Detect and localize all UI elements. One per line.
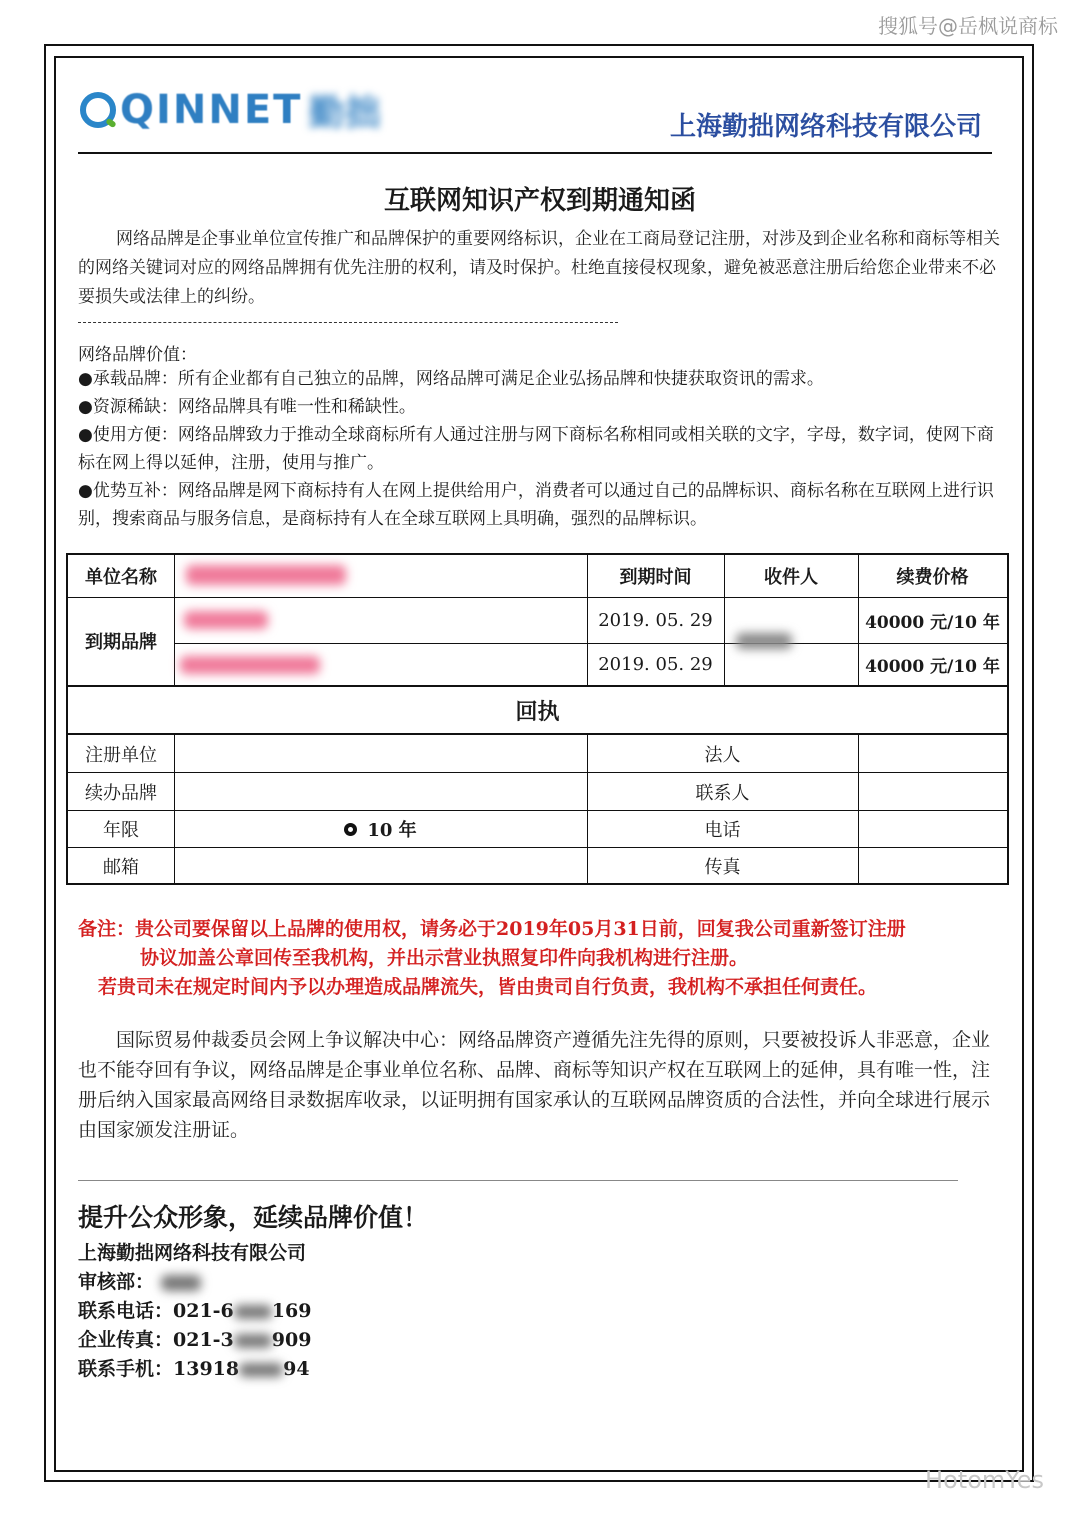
receipt-label-legal-person: 法人 [704,744,741,766]
term-value: 10 年 [367,820,417,841]
unit-name-label: 单位名称 [85,567,157,588]
redacted-brand-1 [184,611,268,629]
redacted-fax-digits [234,1334,272,1348]
phone-label: 联系电话： [78,1300,174,1322]
table-rule [174,733,175,883]
contact-fax [78,1325,311,1352]
redacted-auditor [161,1275,201,1291]
table-rule [68,733,1007,735]
receipt-label-contact: 联系人 [695,782,750,804]
receipt-label-term: 年限 [103,820,139,841]
mobile-label: 联系手机： [78,1358,174,1380]
contact-company-name: 上海勤拙网络科技有限公司 [78,1242,307,1264]
receipt-label-email: 邮箱 [103,856,139,878]
value-item: ●资源稀缺：网络品牌具有唯一性和稀缺性。 [78,397,416,417]
audit-label: 审核部： [78,1271,155,1293]
remark-line: 备注：贵公司要保留以上品牌的使用权，请务必于2019年05月31日前，回复我公司重新签订注册 [78,918,906,940]
recipient-label: 收件人 [764,567,818,588]
mobile-suffix: 94 [283,1358,310,1380]
arbitration-paragraph: 国际贸易仲裁委员会网上争议解决中心：网络品牌资产遵循先注先得的原则，只要被投诉人非恶意，企业也不能夺回有争议，网络品牌是企事业单位名称、品牌、商标等知识产权在互联网上的延伸，具有唯一性，注册后纳入国家最高网络目录数据库收录，以证明拥有国家承认的互联网品牌资质的合法性，并向全球进行展示由国家颁发注册证。 [78,1029,991,1141]
table-rule [174,555,175,685]
fax-label: 企业传真： [78,1329,174,1351]
table-rule [68,847,1007,848]
term-option[interactable] [174,811,587,847]
redacted-recipient [736,633,792,649]
intro-paragraph: 网络品牌是企事业单位宣传推广和品牌保护的重要网络标识，企业在工商局登记注册，对涉及到企业名称和商标等相关的网络关键词对应的网络品牌拥有优先注册的权利，请及时保护。杜绝直接侵权现象，避免被恶意注册后给您企业带来不必要损失或法律上的纠纷。 [78,229,1000,307]
contact-company [78,1238,306,1265]
table-rule [858,733,859,883]
receipt-label-fax: 传真 [704,856,741,878]
receipt-label-register-unit: 注册单位 [85,744,157,766]
phone-prefix: 021-6 [173,1300,234,1322]
remark-note [78,915,1008,1002]
phone-suffix: 169 [271,1300,312,1322]
receipt-label-renew-brand: 续办品牌 [85,782,157,804]
logo-cn-text: 勤拙 [308,92,381,134]
value-item: ●优势互补：网络品牌是网下商标持有人在网上提供给用户，消费者可以通过自己的品牌标识、商标名称在互联网上进行识别，搜索商品与服务信息，是商标持有人在全球互联网上具明确，强烈的品牌标识。 [78,481,994,529]
redacted-mobile-digits [239,1363,283,1377]
slogan: 提升公众形象，延续品牌价值！ [78,1203,429,1232]
redacted-brand-2 [180,656,320,674]
company-logo [80,82,380,138]
expiring-brand-label: 到期品牌 [85,632,157,653]
renewal-price-1: 40000 元/10 年 [865,612,1000,633]
value-heading: 网络品牌价值： [78,345,197,365]
receipt-label-phone: 电话 [704,820,741,841]
footer-divider [78,1180,958,1181]
expiry-time-label: 到期时间 [619,567,692,588]
redacted-phone-digits [234,1305,272,1319]
document-title: 互联网知识产权到期通知函 [383,186,696,216]
company-name-header: 上海勤拙网络科技有限公司 [669,112,982,142]
logo-latin-text: QINNET [120,87,303,133]
brand-expiry-table [66,553,1009,885]
radio-selected-icon[interactable] [344,823,357,836]
watermark-text: 搜狐号@岳枫说商标 [878,14,1058,38]
renewal-price-2: 40000 元/10 年 [865,656,1000,677]
fax-suffix: 909 [271,1329,312,1351]
logo-circle-icon [80,92,116,128]
section-divider [78,322,618,323]
expiry-date-1: 2019. 05. 29 [598,609,713,631]
value-item: ●使用方便：网络品牌致力于推动全球商标所有人通过注册与网下商标名称相同或相关联的文字，字母，数字词，使网下商标在网上得以延伸，注册，使用与推广。 [78,425,994,473]
header-divider [78,152,992,154]
value-item: ●承载品牌：所有企业都有自己独立的品牌，网络品牌可满足企业弘扬品牌和快捷获取资讯的需求。 [78,369,824,389]
contact-audit [78,1267,201,1294]
contact-mobile [78,1354,310,1381]
fax-prefix: 021-3 [173,1329,234,1351]
contact-phone [78,1296,311,1323]
expiry-date-2: 2019. 05. 29 [598,653,713,675]
value-list [78,365,1004,533]
remark-line: 若贵司未在规定时间内予以办理造成品牌流失，皆由贵司自行负责，我机构不承担任何责任。 [98,976,878,998]
redacted-unit-name [186,565,346,585]
remark-line: 协议加盖公章回传至我机构，并出示营业执照复印件向我机构进行注册。 [140,947,749,969]
mobile-prefix: 13918 [173,1358,240,1380]
watermark-bottom-text: HotomYes [925,1466,1044,1494]
receipt-title: 回执 [515,699,560,725]
renewal-price-label: 续费价格 [896,567,969,588]
table-rule [68,772,1007,773]
